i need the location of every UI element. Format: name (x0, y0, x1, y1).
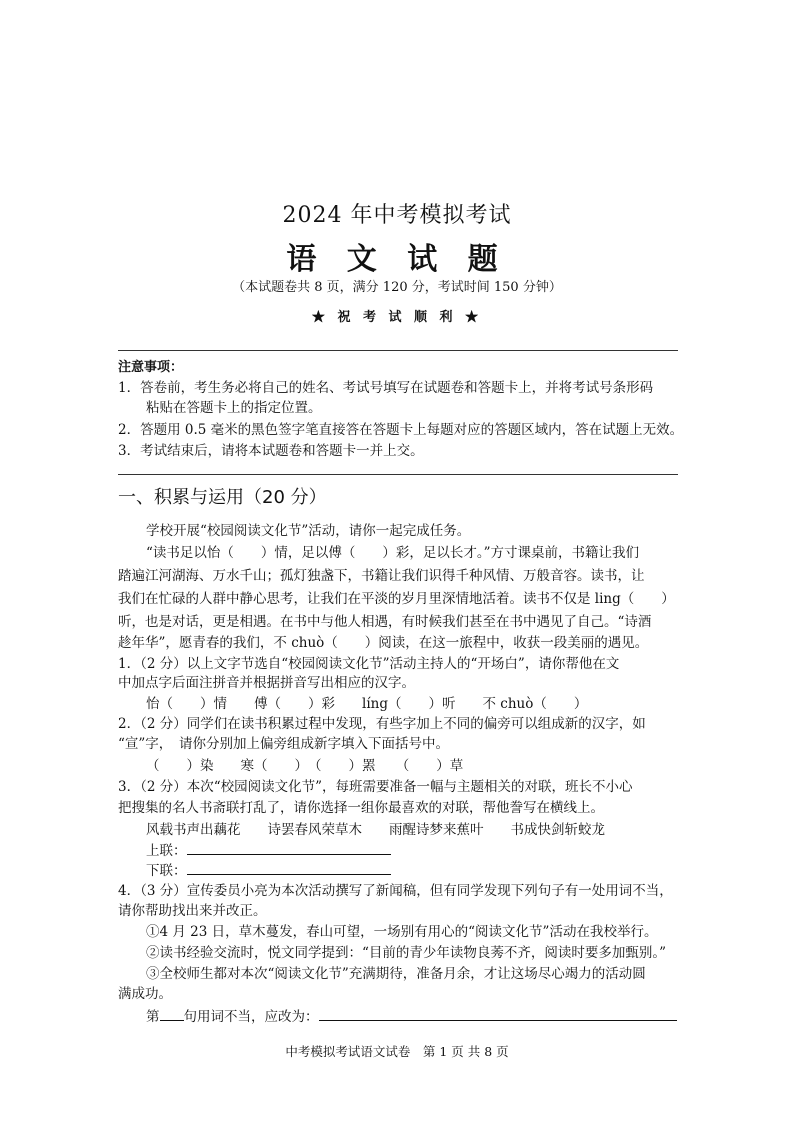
upper-couplet-label: 上联： (146, 843, 187, 859)
wish-banner: ★ 祝 考 试 顺 利 ★ (311, 310, 483, 325)
exam-title: 2024 年中考模拟考试 (282, 203, 512, 228)
notice-item: 1．答卷前，考生务必将自己的姓名、考试号填写在试题卷和答题卡上，并将考试号条形码 (118, 380, 654, 396)
page-footer: 中考模拟考试语文试卷 第 1 页 共 8 页 (285, 1044, 509, 1059)
question-2-blanks: （ ）染 寒（ ） （ ）罴 （ ）草 (146, 758, 464, 774)
sentence-1: ①4 月 23 日，草木蔓发，春山可望，一场别有用心的“阅读文化节”活动在我校举行。 (146, 924, 658, 940)
question-2: 2．（2 分）同学们在读书积累过程中发现，有些字加上不同的偏旁可以组成新的汉字，如 (118, 716, 646, 732)
question-3-cont: 把搜集的名人书斋联打乱了，请你选择一组你最喜欢的对联，帮他誊写在横线上。 (118, 800, 604, 816)
couplet-options: 风载书声出藕花 诗罢春风荣草木 雨醒诗梦来蕉叶 书成快剑斩蛟龙 (146, 822, 605, 838)
exam-info: （本试题卷共 8 页，满分 120 分，考试时间 150 分钟） (232, 280, 562, 295)
question-1-blanks: 怡（ ）情 傅（ ）彩 líng（ ）听 不 chuò（ ） (146, 696, 588, 712)
section-heading: 一、积累与运用（20 分） (118, 487, 327, 508)
notice-item: 3．考试结束后，请将本试题卷和答题卡一并上交。 (118, 443, 424, 459)
question-1: 1．（2 分）以上文字节选自“校园阅读文化节”活动主持人的“开场白”，请你帮他在文 (118, 656, 620, 672)
passage-line: 趁年华”，愿青春的我们，不 chuò（ ）阅读，在这一旅程中，收获一段美丽的遇见。 (118, 635, 649, 651)
passage-line: 我们在忙碌的人群中静心思考，让我们在平淡的岁月里深情地活着。读书不仅是 ling（ ） (118, 591, 675, 607)
section-intro: 学校开展“校园阅读文化节”活动，请你一起完成任务。 (146, 523, 471, 539)
lower-couplet-label: 下联： (146, 863, 187, 879)
divider-top (118, 350, 678, 351)
question-4: 4．（3 分）宣传委员小亮为本次活动撰写了新闻稿，但有同学发现下列句子有一处用词不当， (118, 883, 673, 899)
sentence-number-blank[interactable] (160, 1006, 184, 1021)
question-2-cont: “宣”字， 请你分别加上偏旁组成新字填入下面括号中。 (118, 736, 450, 752)
notice-item: 粘贴在答题卡上的指定位置。 (146, 400, 322, 416)
question-1-cont: 中加点字后面注拼音并根据拼音写出相应的汉字。 (118, 675, 415, 691)
passage-line: 踏遍江河湖海、万水千山；孤灯独盏下，书籍让我们识得千种风情、万般音容。读书，让 (118, 568, 645, 584)
passage-line: “读书足以怡（ ）情，足以傅（ ）彩，足以长才。”方寸课桌前，书籍让我们 (146, 545, 640, 561)
q4-answer-row (118, 1006, 678, 1027)
subject-title: 语 文 试 题 (286, 242, 508, 277)
lower-couplet-blank[interactable] (187, 860, 391, 875)
question-3: 3．（2 分）本次“校园阅读文化节”，每班需要准备一幅与主题相关的对联，班长不小心 (118, 779, 633, 795)
upper-couplet-row (118, 840, 678, 861)
question-4-cont: 请你帮助找出来并改正。 (118, 903, 267, 919)
q4-answer-mid: 句用词不当，应改为： (183, 1009, 319, 1025)
sentence-2: ②读书经验交流时，悦文同学提到：“目前的青少年读物良莠不齐，阅读时要多加甄别。” (146, 945, 667, 961)
sentence-3-cont: 满成功。 (118, 986, 172, 1002)
divider-bottom (118, 474, 678, 475)
passage-line: 听，也是对话，更是相遇。在书中与他人相遇，有时候我们甚至在书中遇见了自己。“诗酒 (118, 614, 652, 630)
lower-couplet-row (118, 860, 678, 881)
sentence-3: ③全校师生都对本次“阅读文化节”充满期待，准备月余，才让这场尽心竭力的活动圆 (146, 966, 646, 982)
correction-blank[interactable] (319, 1006, 677, 1021)
upper-couplet-blank[interactable] (187, 840, 391, 855)
notice-item: 2．答题用 0.5 毫米的黑色签字笔直接答在答题卡上每题对应的答题区域内，答在试题上无效。 (118, 422, 684, 438)
notice-heading: 注意事项： (118, 360, 184, 375)
q4-answer-prefix: 第 (146, 1009, 160, 1025)
